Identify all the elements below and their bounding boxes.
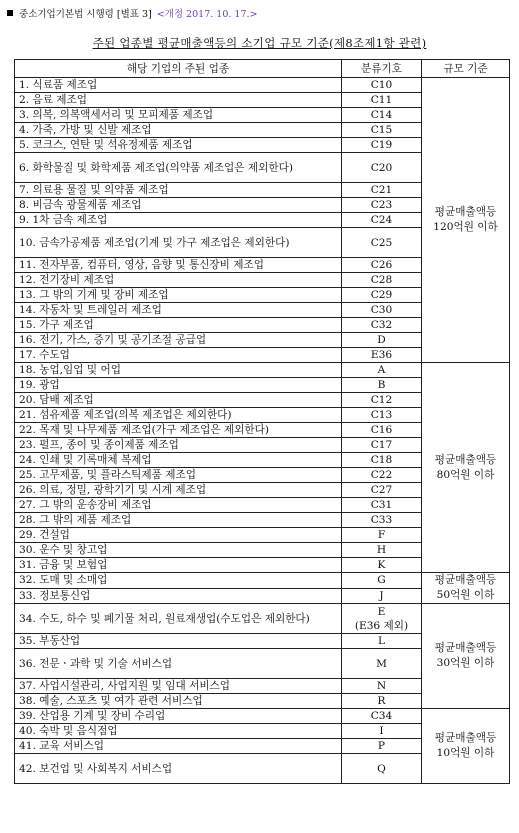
classification-code-cell: Q xyxy=(342,754,422,784)
column-header-industry: 해당 기업의 주된 업종 xyxy=(15,60,342,78)
classification-code-cell: C29 xyxy=(342,288,422,303)
industry-cell: 30. 운수 및 창고업 xyxy=(15,543,342,558)
classification-code-cell: C28 xyxy=(342,273,422,288)
classification-code-cell: C34 xyxy=(342,709,422,724)
size-limit-cell: 평균매출액등 50억원 이하 xyxy=(422,573,510,604)
classification-code-cell: C23 xyxy=(342,198,422,213)
industry-cell: 16. 전기, 가스, 증기 및 공기조절 공급업 xyxy=(15,333,342,348)
industry-cell: 34. 수도, 하수 및 폐기물 처리, 원료재생업(수도업은 제외한다) xyxy=(15,604,342,634)
classification-code-cell: F xyxy=(342,528,422,543)
industry-cell: 10. 금속가공제품 제조업(기계 및 가구 제조업은 제외한다) xyxy=(15,228,342,258)
table-row xyxy=(15,709,510,724)
classification-code-cell: N xyxy=(342,679,422,694)
classification-code-cell: E (E36 제외) xyxy=(342,604,422,634)
size-limit-cell: 평균매출액등 120억원 이하 xyxy=(422,78,510,363)
industry-cell: 35. 부동산업 xyxy=(15,634,342,649)
industry-cell: 17. 수도업 xyxy=(15,348,342,363)
classification-code-cell: B xyxy=(342,378,422,393)
classification-code-cell: E36 xyxy=(342,348,422,363)
classification-code-cell: C22 xyxy=(342,468,422,483)
classification-code-cell: C12 xyxy=(342,393,422,408)
industry-cell: 20. 담배 제조업 xyxy=(15,393,342,408)
classification-code-cell: J xyxy=(342,588,422,604)
annex-label: [별표 3] xyxy=(116,9,152,20)
classification-code-cell: C15 xyxy=(342,123,422,138)
classification-code-cell: C18 xyxy=(342,453,422,468)
classification-code-cell: M xyxy=(342,649,422,679)
industry-cell: 37. 사업시설관리, 사업지원 및 임대 서비스업 xyxy=(15,679,342,694)
classification-code-cell: K xyxy=(342,558,422,573)
industry-cell: 3. 의복, 의복액세서리 및 모피제품 제조업 xyxy=(15,108,342,123)
classification-code-cell: C13 xyxy=(342,408,422,423)
table-title-text: 주된 업종별 평균매출액등의 소기업 규모 기준(제8조제1항 관련) xyxy=(92,36,427,50)
table-body xyxy=(15,78,510,784)
industry-cell: 36. 전문ㆍ과학 및 기술 서비스업 xyxy=(15,649,342,679)
size-limit-cell: 평균매출액등 80억원 이하 xyxy=(422,363,510,573)
industry-cell: 33. 정보통신업 xyxy=(15,588,342,604)
table-title xyxy=(0,35,519,51)
classification-code-cell: I xyxy=(342,724,422,739)
classification-code-cell: C26 xyxy=(342,258,422,273)
classification-code-cell: D xyxy=(342,333,422,348)
classification-code-cell: C16 xyxy=(342,423,422,438)
classification-code-cell: C32 xyxy=(342,318,422,333)
classification-code-cell: C10 xyxy=(342,78,422,93)
industry-cell: 28. 그 밖의 제품 제조업 xyxy=(15,513,342,528)
industry-cell: 42. 보건업 및 사회복지 서비스업 xyxy=(15,754,342,784)
industry-cell: 15. 가구 제조업 xyxy=(15,318,342,333)
industry-cell: 40. 숙박 및 음식점업 xyxy=(15,724,342,739)
classification-code-cell: H xyxy=(342,543,422,558)
table-row xyxy=(15,363,510,378)
industry-cell: 21. 섬유제품 제조업(의복 제조업은 제외한다) xyxy=(15,408,342,423)
size-criteria-table xyxy=(14,59,510,784)
column-header-limit: 규모 기준 xyxy=(422,60,510,78)
industry-cell: 4. 가죽, 가방 및 신발 제조업 xyxy=(15,123,342,138)
square-bullet-icon xyxy=(7,10,13,16)
industry-cell: 29. 건설업 xyxy=(15,528,342,543)
industry-cell: 2. 음료 제조업 xyxy=(15,93,342,108)
industry-cell: 23. 펄프, 종이 및 종이제품 제조업 xyxy=(15,438,342,453)
industry-cell: 19. 광업 xyxy=(15,378,342,393)
classification-code-cell: C30 xyxy=(342,303,422,318)
industry-cell: 25. 고무제품, 및 플라스틱제품 제조업 xyxy=(15,468,342,483)
classification-code-cell: R xyxy=(342,694,422,709)
law-name: 중소기업기본법 시행령 xyxy=(19,9,114,20)
industry-cell: 41. 교육 서비스업 xyxy=(15,739,342,754)
industry-cell: 11. 전자부품, 컴퓨터, 영상, 음향 및 통신장비 제조업 xyxy=(15,258,342,273)
document-header xyxy=(7,8,512,22)
industry-cell: 18. 농업,임업 및 어업 xyxy=(15,363,342,378)
classification-code-cell: C21 xyxy=(342,183,422,198)
industry-cell: 38. 예술, 스포츠 및 여가 관련 서비스업 xyxy=(15,694,342,709)
table-row xyxy=(15,573,510,589)
industry-cell: 26. 의료, 정밀, 광학기기 및 시계 제조업 xyxy=(15,483,342,498)
industry-cell: 5. 코크스, 연탄 및 석유정제품 제조업 xyxy=(15,138,342,153)
industry-cell: 27. 그 밖의 운송장비 제조업 xyxy=(15,498,342,513)
industry-cell: 32. 도매 및 소매업 xyxy=(15,573,342,589)
classification-code-cell: C19 xyxy=(342,138,422,153)
classification-code-cell: C24 xyxy=(342,213,422,228)
revision-link[interactable]: <개정 2017. 10. 17.> xyxy=(156,9,258,20)
table-row xyxy=(15,604,510,634)
classification-code-cell: C20 xyxy=(342,153,422,183)
size-limit-cell: 평균매출액등 30억원 이하 xyxy=(422,604,510,709)
table-row xyxy=(15,78,510,93)
industry-cell: 13. 그 밖의 기계 및 장비 제조업 xyxy=(15,288,342,303)
industry-cell: 14. 자동차 및 트레일러 제조업 xyxy=(15,303,342,318)
table-header-row xyxy=(15,60,510,78)
classification-code-cell: C11 xyxy=(342,93,422,108)
size-limit-cell: 평균매출액등 10억원 이하 xyxy=(422,709,510,784)
industry-cell: 24. 인쇄 및 기록매체 복제업 xyxy=(15,453,342,468)
column-header-code: 분류기호 xyxy=(342,60,422,78)
classification-code-cell: A xyxy=(342,363,422,378)
industry-cell: 22. 목재 및 나무제품 제조업(가구 제조업은 제외한다) xyxy=(15,423,342,438)
classification-code-cell: C33 xyxy=(342,513,422,528)
industry-cell: 9. 1차 금속 제조업 xyxy=(15,213,342,228)
industry-cell: 1. 식료품 제조업 xyxy=(15,78,342,93)
classification-code-cell: C31 xyxy=(342,498,422,513)
industry-cell: 12. 전기장비 제조업 xyxy=(15,273,342,288)
classification-code-cell: C17 xyxy=(342,438,422,453)
classification-code-cell: C14 xyxy=(342,108,422,123)
classification-code-cell: L xyxy=(342,634,422,649)
classification-code-cell: P xyxy=(342,739,422,754)
industry-cell: 7. 의료용 물질 및 의약품 제조업 xyxy=(15,183,342,198)
industry-cell: 6. 화학물질 및 화학제품 제조업(의약품 제조업은 제외한다) xyxy=(15,153,342,183)
industry-cell: 8. 비금속 광물제품 제조업 xyxy=(15,198,342,213)
industry-cell: 39. 산업용 기계 및 장비 수리업 xyxy=(15,709,342,724)
classification-code-cell: C25 xyxy=(342,228,422,258)
classification-code-cell: C27 xyxy=(342,483,422,498)
industry-cell: 31. 금융 및 보험업 xyxy=(15,558,342,573)
classification-code-cell: G xyxy=(342,573,422,589)
